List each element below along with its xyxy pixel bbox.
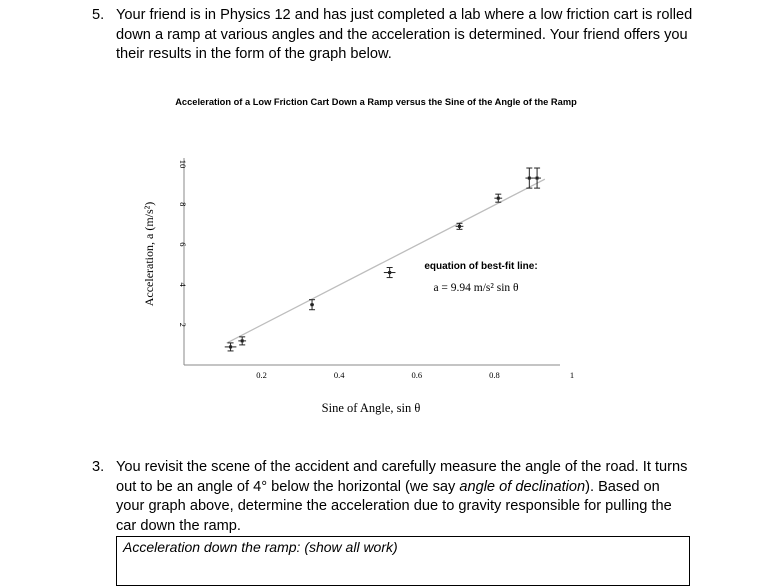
- x-tick-label: 1: [569, 370, 575, 380]
- x-tick-label: 0.4: [333, 370, 345, 380]
- y-tick-label: 4: [178, 282, 188, 287]
- question-3-number: 3.: [92, 459, 105, 475]
- data-point: [384, 268, 396, 278]
- x-axis-label: Sine of Angle, sin θ: [321, 401, 421, 415]
- question-3-text: [116, 458, 691, 536]
- y-tick-label: 8: [178, 202, 188, 207]
- question-5-number: 5.: [92, 7, 105, 23]
- answer-box-label: Acceleration down the ramp: (show all work): [123, 539, 398, 555]
- x-tick-label: 0.2: [256, 370, 267, 380]
- x-tick-label: 0.8: [489, 370, 500, 380]
- data-point: [238, 337, 246, 345]
- answer-box[interactable]: [116, 536, 690, 586]
- y-tick-label: 2: [178, 322, 188, 327]
- data-point: [494, 194, 502, 202]
- question-5-text: Your friend is in Physics 12 and has just completed a lab where a low friction cart is rolled down a ramp at various angles and the acceleration is determined. Your friend offers you their results in the form of the graph below.: [116, 7, 693, 62]
- y-tick-label: 6: [178, 242, 188, 247]
- y-tick-label: 10: [178, 159, 188, 169]
- data-point: [225, 343, 237, 351]
- question-3-text-before: You revisit the scene of the accident and carefully measure the angle of the road. It turns out to be an angle of 4° below the horizontal (we say: [116, 459, 688, 495]
- question-3-text-italic: angle of declination: [459, 478, 586, 495]
- chart-title: Acceleration of a Low Friction Cart Down a Ramp versus the Sine of the Angle of the Ramp: [175, 97, 577, 107]
- annotation-equation: a = 9.94 m/s² sin θ: [433, 282, 519, 294]
- question-3-text-after: ). Based on your graph above, determine the acceleration due to gravity responsible for pulling the car down the ramp.: [116, 478, 672, 534]
- x-tick-label: 0.6: [411, 370, 423, 380]
- data-point: [309, 300, 315, 310]
- y-axis-label: Acceleration, a (m/s²): [142, 201, 156, 307]
- annotation-title: equation of best-fit line:: [424, 261, 538, 272]
